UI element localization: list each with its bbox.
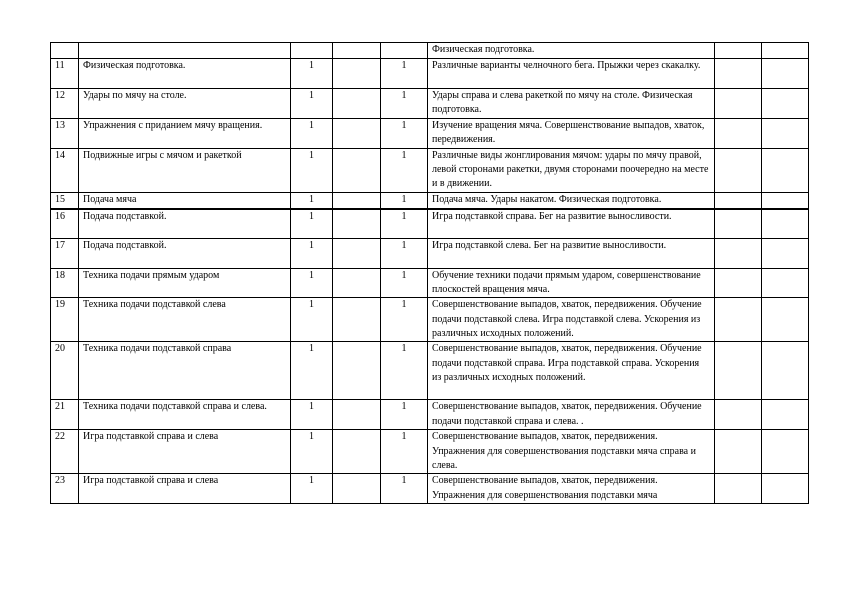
topic-cell: Игра подставкой справа и слева [79, 474, 291, 504]
content-cell: Совершенствование выпадов, хваток, передвижения. Обучение подачи подставкой слева. Игра подставкой слева. Ускорения из различных исходных положений. [428, 298, 715, 342]
empty-cell [715, 59, 762, 89]
lesson-count-cell: 1 [381, 89, 428, 119]
empty-cell [333, 269, 381, 298]
empty-cell [333, 119, 381, 149]
table-row [51, 298, 809, 342]
empty-cell [715, 474, 762, 504]
content-cell: Изучение вращения мяча. Совершенствование выпадов, хваток, передвижения. [428, 119, 715, 149]
hours-cell: 1 [291, 430, 333, 474]
topic-cell: Игра подставкой справа и слева [79, 430, 291, 474]
table-row [51, 193, 809, 209]
lesson-number-cell: 23 [51, 474, 79, 504]
table-row [51, 149, 809, 193]
lesson-count-cell: 1 [381, 400, 428, 430]
empty-cell [715, 342, 762, 400]
lesson-count-cell: 1 [381, 269, 428, 298]
table-row [51, 239, 809, 269]
topic-cell: Подача подставкой. [79, 209, 291, 239]
lesson-count-cell: 1 [381, 239, 428, 269]
table-row [51, 209, 809, 239]
empty-cell [333, 298, 381, 342]
content-cell: Совершенствование выпадов, хваток, передвижения. Обучение подачи подставкой справа и слева. . [428, 400, 715, 430]
table-row [51, 89, 809, 119]
table-row [51, 474, 809, 504]
hours-cell: 1 [291, 193, 333, 209]
lesson-number-cell: 21 [51, 400, 79, 430]
empty-cell [333, 430, 381, 474]
content-cell: Игра подставкой справа. Бег на развитие выносливости. [428, 209, 715, 239]
content-cell: Обучение техники подачи прямым ударом, совершенствование плоскостей вращения мяча. [428, 269, 715, 298]
topic-cell: Физическая подготовка. [79, 59, 291, 89]
lesson-count-cell: 1 [381, 59, 428, 89]
empty-cell [762, 474, 809, 504]
content-cell: Удары справа и слева ракеткой по мячу на столе. Физическая подготовка. [428, 89, 715, 119]
content-cell: Различные виды жонглирования мячом: удары по мячу правой, левой сторонами ракетки, двумя сторонами поочередно на месте и в движении. [428, 149, 715, 193]
table-body [51, 43, 809, 504]
lesson-count-cell: 1 [381, 430, 428, 474]
table-row [51, 342, 809, 400]
lesson-number-cell: 17 [51, 239, 79, 269]
empty-cell [715, 149, 762, 193]
hours-cell [291, 43, 333, 59]
empty-cell [333, 89, 381, 119]
empty-cell [762, 400, 809, 430]
empty-cell [715, 298, 762, 342]
content-cell: Совершенствование выпадов, хваток, передвижения. Упражнения для совершенствования подставки мяча справа и слева. [428, 430, 715, 474]
lesson-count-cell: 1 [381, 193, 428, 209]
empty-cell [762, 298, 809, 342]
empty-cell [715, 400, 762, 430]
empty-cell [715, 89, 762, 119]
lesson-count-cell: 1 [381, 342, 428, 400]
table-row [51, 430, 809, 474]
empty-cell [762, 209, 809, 239]
table-row [51, 59, 809, 89]
empty-cell [715, 269, 762, 298]
empty-cell [715, 430, 762, 474]
lesson-number-cell: 14 [51, 149, 79, 193]
topic-cell: Подача подставкой. [79, 239, 291, 269]
table-row [51, 400, 809, 430]
lesson-count-cell [381, 43, 428, 59]
hours-cell: 1 [291, 119, 333, 149]
hours-cell: 1 [291, 59, 333, 89]
empty-cell [762, 342, 809, 400]
lesson-count-cell: 1 [381, 209, 428, 239]
topic-cell [79, 43, 291, 59]
lesson-number-cell: 11 [51, 59, 79, 89]
empty-cell [333, 209, 381, 239]
content-cell: Совершенствование выпадов, хваток, передвижения. Обучение подачи подставкой справа. Игра подставкой справа. Ускорения из различных исходных положений. [428, 342, 715, 400]
lesson-number-cell: 13 [51, 119, 79, 149]
lesson-count-cell: 1 [381, 474, 428, 504]
lesson-plan-table [50, 42, 809, 504]
hours-cell: 1 [291, 269, 333, 298]
empty-cell [333, 59, 381, 89]
lesson-count-cell: 1 [381, 119, 428, 149]
lesson-number-cell: 18 [51, 269, 79, 298]
hours-cell: 1 [291, 239, 333, 269]
topic-cell: Техника подачи подставкой слева [79, 298, 291, 342]
empty-cell [333, 149, 381, 193]
empty-cell [715, 209, 762, 239]
hours-cell: 1 [291, 89, 333, 119]
hours-cell: 1 [291, 400, 333, 430]
lesson-count-cell: 1 [381, 298, 428, 342]
empty-cell [333, 400, 381, 430]
topic-cell: Техника подачи подставкой справа [79, 342, 291, 400]
lesson-number-cell: 20 [51, 342, 79, 400]
topic-cell: Подача мяча [79, 193, 291, 209]
empty-cell [762, 430, 809, 474]
lesson-number-cell: 19 [51, 298, 79, 342]
empty-cell [715, 119, 762, 149]
table-row [51, 269, 809, 298]
empty-cell [715, 239, 762, 269]
topic-cell: Упражнения с приданием мячу вращения. [79, 119, 291, 149]
empty-cell [762, 89, 809, 119]
lesson-number-cell: 15 [51, 193, 79, 209]
content-cell: Совершенствование выпадов, хваток, передвижения. Упражнения для совершенствования подставки мяча [428, 474, 715, 504]
content-cell: Различные варианты челночного бега. Прыжки через скакалку. [428, 59, 715, 89]
lesson-number-cell: 12 [51, 89, 79, 119]
hours-cell: 1 [291, 342, 333, 400]
content-cell: Подача мяча. Удары накатом. Физическая подготовка. [428, 193, 715, 209]
empty-cell [333, 43, 381, 59]
lesson-number-cell: 16 [51, 209, 79, 239]
topic-cell: Техника подачи прямым ударом [79, 269, 291, 298]
lesson-number-cell [51, 43, 79, 59]
empty-cell [762, 149, 809, 193]
hours-cell: 1 [291, 209, 333, 239]
hours-cell: 1 [291, 149, 333, 193]
table-row [51, 43, 809, 59]
empty-cell [762, 59, 809, 89]
empty-cell [333, 342, 381, 400]
content-cell: Физическая подготовка. [428, 43, 715, 59]
table-row [51, 119, 809, 149]
empty-cell [762, 43, 809, 59]
content-cell: Игра подставкой слева. Бег на развитие выносливости. [428, 239, 715, 269]
empty-cell [715, 193, 762, 209]
topic-cell: Техника подачи подставкой справа и слева. [79, 400, 291, 430]
lesson-count-cell: 1 [381, 149, 428, 193]
empty-cell [762, 193, 809, 209]
empty-cell [333, 239, 381, 269]
empty-cell [762, 269, 809, 298]
empty-cell [715, 43, 762, 59]
empty-cell [762, 239, 809, 269]
hours-cell: 1 [291, 474, 333, 504]
empty-cell [333, 193, 381, 209]
topic-cell: Подвижные игры с мячом и ракеткой [79, 149, 291, 193]
hours-cell: 1 [291, 298, 333, 342]
empty-cell [762, 119, 809, 149]
empty-cell [333, 474, 381, 504]
lesson-number-cell: 22 [51, 430, 79, 474]
topic-cell: Удары по мячу на столе. [79, 89, 291, 119]
